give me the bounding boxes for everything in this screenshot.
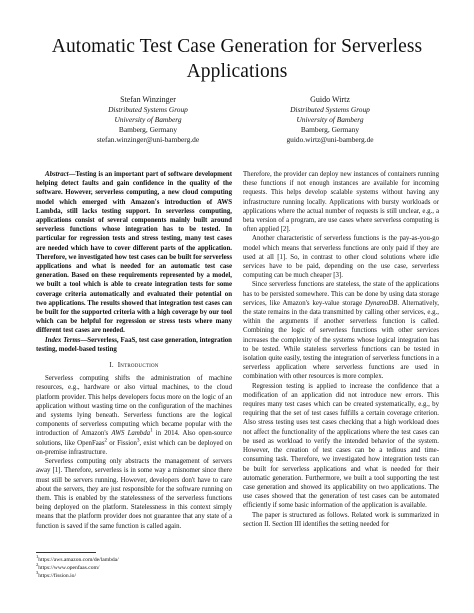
paragraph: Therefore, the provider can deploy new instances of containers running these functions if not enough instances are available for incoming requests. This helps develop scalable systems without having any infrastructure running locally. Applications with bursty workloads or applications where the actual number of requests is still unclear, e.g., a beta version of a program, are use cases where serverless computing is often applied [2]. <box>243 171 439 234</box>
paragraph <box>243 280 439 381</box>
author-block-2 <box>240 95 420 145</box>
footnote-url[interactable]: https://www.openfaas.com/ <box>38 565 100 571</box>
paragraph: The paper is structured as follows. Related work is summarized in section II. Section III identifies the setting needed for <box>243 511 439 528</box>
section-name: Introduction <box>117 361 159 370</box>
author-email[interactable]: stefan.winzinger@uni-bamberg.de <box>96 135 200 145</box>
footnote-mark: 3 <box>136 438 140 444</box>
author-group: Distributed Systems Group <box>108 105 188 115</box>
footnote-url[interactable]: https://aws.amazon.com/de/lambda/ <box>38 557 119 563</box>
author-university: University of Bamberg <box>114 115 182 125</box>
author-name: Stefan Winzinger <box>120 95 176 104</box>
author-location: Bamberg, Germany <box>118 125 178 135</box>
footnote <box>36 572 232 580</box>
footnote-number: 3 <box>36 570 39 576</box>
footnote-rule <box>36 552 96 553</box>
dynamodb-term: DynamoDB <box>365 299 398 307</box>
author-email[interactable]: guido.wirtz@uni-bamberg.de <box>286 135 374 145</box>
paragraph-text: Serverless computing shifts the administration of machine resources, e.g., hardware or also virtual machines, to the cloud platform provider. This helps developers focus more on the logic of an application without wasting time on the configuration of the machines and systems lying beneath. Serverless functions are the logical components of serverless computing which became popular with the introduction of Amazon's <box>36 375 232 438</box>
footnote-number: 2 <box>36 562 39 568</box>
paragraph-text: Since serverless functions are stateless, the state of the applications has to be persisted somewhere. This can be done by using data storage services, like Amazon's key-value storage <box>243 281 439 307</box>
index-terms-lead: Index Terms <box>45 336 81 344</box>
paragraph <box>36 374 232 457</box>
paragraph-text: , exist which can be deployed on on-premise infrastructure. <box>36 439 233 456</box>
footnote-mark: 1 <box>150 429 153 435</box>
paragraph-text: in 2014. Also open-source solutions, like OpenFaas <box>36 430 232 447</box>
paper-title: Automatic Test Case Generation for Serverless Applications <box>51 36 423 82</box>
abstract-dash: — <box>68 171 76 178</box>
footnote-url[interactable]: https://fission.io/ <box>38 573 77 579</box>
aws-lambda-term: AWS Lambda <box>111 430 151 438</box>
index-terms-text: —Serverless, FaaS, test case generation, integration testing, model-based testing <box>36 336 232 353</box>
footnotes <box>36 556 232 580</box>
footnote <box>36 564 232 572</box>
paragraph: Regression testing is applied to increase the confidence that a modification of an application did not introduce new errors. This requires many test cases which can be created systematically, e.g., by requiring that the set of test cases fulfills a certain coverage criterion. Also stress testing uses test cases checking that a high workload does not affect the functionality of the applications where the test cases can be used as workload to verify the intended behavior of the system. However, the creation of test cases can be a tedious and time-consuming task. Therefore, we investigated how integration tests can be built for serverless applications and what is needed for their automatic generation. Furthermore, we built a tool supporting the test case generation and showed its applicability on two applications. The use cases showed that the generation of test cases can be automated efficiently if some basic information of the application is available. <box>243 382 439 510</box>
footnote <box>36 556 232 564</box>
left-column <box>36 170 232 531</box>
index-terms <box>36 336 232 354</box>
section-heading <box>36 361 232 370</box>
abstract-lead: Abstract <box>45 171 69 178</box>
abstract-text: Testing is an important part of software development helping detect faults and gain confidence in the quality of the software. However, serverless computing, a new cloud computing model which emerged with Amazon's introduction of AWS Lambda, still lacks testing support. In serverless computing, applications consist of several components mainly built around serverless functions whose integration has to be tested. In particular for regression tests and stress testing, many test cases are needed which have to cover different parts of the application. Therefore, we investigated how test cases can be built for serverless applications and what is needed for an automatic test case generation. Based on these requirements represented by a model, we built a tool which is able to create integration tests for some coverage criteria automatically and evaluated their potential on two applications. The results showed that integration test cases can be built for the supported criteria with a high coverage by our tool which can be helpful for regression or stress tests where many different test cases are needed. <box>36 171 232 335</box>
section-number: I. <box>109 361 114 370</box>
author-group: Distributed Systems Group <box>290 105 370 115</box>
footnote-number: 1 <box>36 554 39 560</box>
footnote-mark: 2 <box>104 438 108 444</box>
paragraph: Another characteristic of serverless functions is the pay-as-you-go model which means that serverless functions are only paid if they are used at all [1]. So, in contrast to other cloud solutions where idle services have to be paid, depending on the use case, serverless computing can be much cheaper [3]. <box>243 235 439 280</box>
paragraph-text: or Fission <box>107 439 137 447</box>
abstract <box>36 170 232 336</box>
paragraph-text: . Alternatively, the state remains in the data transmitted by calling other services, e.g., within the arguments if another serverless function is called. Combining the logic of serverless functions with other services increases the complexity of the systems whose logical integration has to be tested. While stateless serverless functions can be tested in isolation quite easily, testing the integration of serverless functions in a serverless application where serverless functions are used in combination with other resources is more complex. <box>243 299 439 381</box>
author-university: University of Bamberg <box>296 115 364 125</box>
author-location: Bamberg, Germany <box>300 125 360 135</box>
author-name: Guido Wirtz <box>310 95 350 104</box>
author-block-1 <box>58 95 238 145</box>
right-column <box>243 170 439 529</box>
paragraph: Serverless computing only abstracts the management of servers away [1]. Therefore, serverless is in some way a misnomer since there must still be servers running. However, developers don't have to care about the servers, they are just responsible for the software running on them. This is enabled by the statelessness of the serverless functions being deployed on the platform. Statelessness in this context simply means that the platform provider does not guarantee that any state of a function is saved if the same function is called again. <box>36 458 232 530</box>
